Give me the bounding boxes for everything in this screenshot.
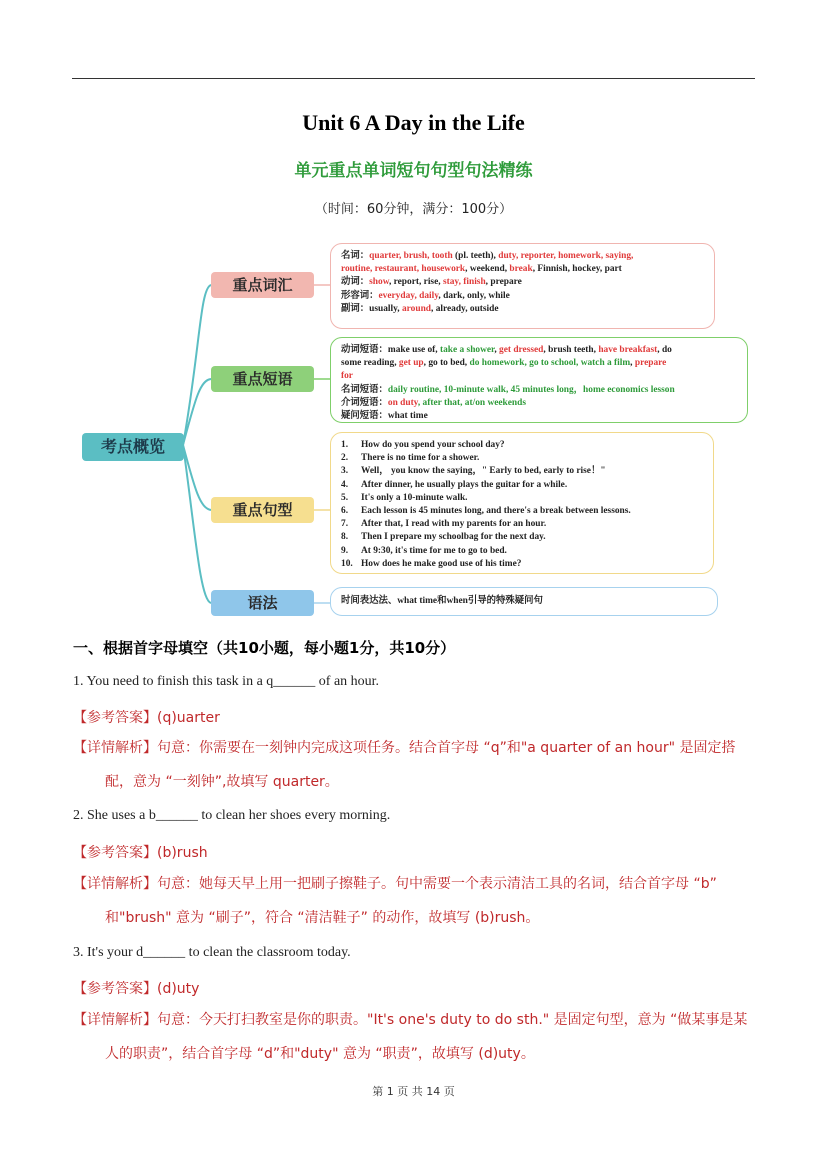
sentence-item: 6. Each lesson is 45 minutes long, and there's a break between lessons. [341, 506, 631, 517]
page-footer: 第 1 页 共 14 页 [372, 1085, 455, 1098]
explanation-3: 【详情解析】句意：今天打扫教室是你的职责。"It's one's duty to do sth." 是固定句型，意为 “做某事是某 人的职责”，结合首字母 “d”和"duty" 意为 “职责”，故填写 (d)uty。 [73, 1012, 748, 1062]
page-subtitle: 单元重点单词短句句型句法精练 [294, 161, 533, 181]
connector-phrases [183, 379, 211, 445]
sentence-item: 1. How do you spend your school day? [341, 440, 505, 450]
vocab-box [330, 243, 715, 329]
section-heading: 一、根据首字母填空（共10小题，每小题1分，共10分） [73, 639, 456, 657]
connector-grammar [183, 445, 211, 603]
grammar-text: 时间表达法、what time和when引导的特殊疑问句 [341, 596, 543, 606]
mindmap-center: 考点概览 [82, 433, 184, 461]
branch-phrases: 重点短语 [211, 366, 314, 392]
vocab-nouns-cont: routine, restaurant, housework, weekend, break, Finnish, hockey, part [341, 264, 622, 275]
phrases-box [330, 337, 748, 423]
sentence-item: 2. There is no time for a shower. [341, 453, 480, 464]
connector-vocab [183, 285, 211, 445]
phrases-verb: 动词短语：make use of, take a shower, get dressed, brush teeth, have breakfast, do [341, 345, 672, 355]
time-info: （时间：60分钟，满分：100分） [314, 202, 513, 217]
sentence-item: 5. It's only a 10-minute walk. [341, 492, 468, 503]
phrases-verb-cont2: for [341, 371, 353, 382]
question-3: 3. It's your d______ to clean the classroom today. [73, 945, 351, 960]
question-2: 2. She uses a b______ to clean her shoes every morning. [73, 808, 391, 823]
vocab-nouns: 名词：quarter, brush, tooth (pl. teeth), duty, reporter, homework, saying, [341, 251, 634, 261]
phrases-prep: 介词短语：on duty, after that, at/on weekends [341, 397, 527, 408]
sentence-item: 9. At 9:30, it's time for me to go to bed. [341, 545, 507, 556]
vocab-adverbs: 副词：usually, around, already, outside [341, 303, 499, 314]
sentence-item: 10. How does he make good use of his time? [341, 558, 522, 569]
answer-3: 【参考答案】(d)uty [73, 981, 200, 997]
page-title: Unit 6 A Day in the Life [302, 110, 525, 135]
header-rule [72, 78, 755, 79]
answer-2: 【参考答案】(b)rush [73, 845, 208, 861]
explanation-2: 【详情解析】句意：她每天早上用一把刷子擦鞋子。句中需要一个表示清洁工具的名词，结合首字母 “b” 和"brush" 意为 “刷子”，符合 “清洁鞋子” 的动作，故填写 (b)rush。 [73, 876, 717, 926]
sentence-item: 8. Then I prepare my schoolbag for the next day. [341, 532, 546, 543]
sentence-item: 3. Well， you know the saying，" Early to bed, early to rise！" [341, 466, 606, 477]
branch-vocab: 重点词汇 [211, 272, 314, 298]
sentences-box [330, 432, 714, 574]
phrases-question: 疑问短语：what time [341, 411, 428, 422]
vocab-adjectives: 形容词：everyday, daily, dark, only, while [341, 290, 510, 301]
grammar-box [330, 587, 718, 616]
vocab-verbs: 动词：show, report, rise, stay, finish, prepare [341, 277, 522, 288]
branch-grammar: 语法 [211, 590, 314, 616]
answer-1: 【参考答案】(q)uarter [73, 710, 220, 726]
explanation-1: 【详情解析】句意：你需要在一刻钟内完成这项任务。结合首字母 “q”和"a quarter of an hour" 是固定搭 配，意为 “一刻钟”,故填写 quarter。 [73, 740, 736, 790]
phrases-verb-cont: some reading, get up, go to bed, do homework, go to school, watch a film, prepare [341, 358, 667, 369]
sentence-item: 4. After dinner, he usually plays the guitar for a while. [341, 479, 568, 490]
branch-sentences: 重点句型 [211, 497, 314, 523]
phrases-noun: 名词短语：daily routine, 10-minute walk, 45 minutes long，home economics lesson [341, 384, 675, 395]
question-1: 1. You need to finish this task in a q______ of an hour. [73, 674, 380, 689]
sentence-item: 7. After that, I read with my parents for an hour. [341, 519, 547, 530]
